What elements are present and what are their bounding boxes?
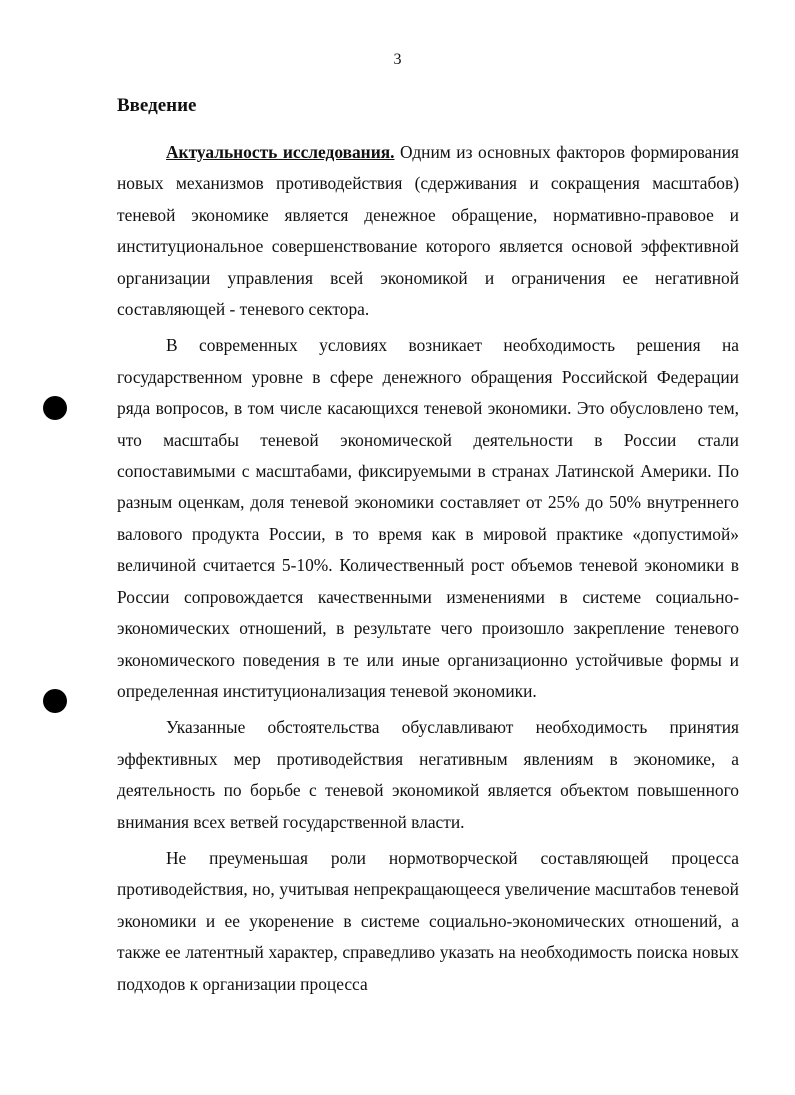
page-number: 3 [393,51,402,68]
punch-hole-mark [43,689,67,713]
paragraph-modern-conditions: В современных условиях возникает необходимость решения на государственном уровне в сфере денежного обращения Российской Федерации ряда вопросов, в том числе касающихся теневой экономики. Это обусловлено тем, что масштабы теневой экономической деятельности в России стали сопоставимыми с масштабами, фиксируемыми в странах Латинской Америки. По разным оценкам, доля теневой экономики составляет от 25% до 50% внутреннего валового продукта России, в то время как в мировой практике «допустимой» величиной считается 5-10%. Количественный рост объемов теневой экономики в России сопровождается качественными изменениями в системе социально-экономических отношений, в результате чего произошло закрепление теневого экономического поведения в те или иные организационно устойчивые формы и определенная институционализация теневой экономики. [117,335,739,701]
paragraph-relevance [117,137,739,325]
paragraph-circumstances: Указанные обстоятельства обуславливают необходимость принятия эффективных мер противодействия негативным явлениям в экономике, а деятельность по борьбе с теневой экономикой является объектом повышенного внимания всех ветвей государственной власти. [117,717,739,832]
document-body [117,137,739,1000]
section-heading: Введение [117,95,197,116]
punch-hole-mark [43,396,67,420]
paragraph-text: Одним из основных факторов формирования новых механизмов противодействия (сдерживания и сокращения масштабов) теневой экономике является денежное обращение, нормативно-правовое и институциональное совершенствование которого является основой эффективной организации управления всей экономикой и ограничения ее негативной составляющей - теневого сектора. [117,142,739,320]
paragraph-approaches: Не преуменьшая роли нормотворческой составляющей процесса противодействия, но, учитывая непрекращающееся увеличение масштабов теневой экономики и ее укоренение в системе социально-экономических отношений, а также ее латентный характер, справедливо указать на необходимость поиска новых подходов к организации процесса [117,847,739,994]
paragraph-lead: Актуальность исследования. [166,142,395,162]
